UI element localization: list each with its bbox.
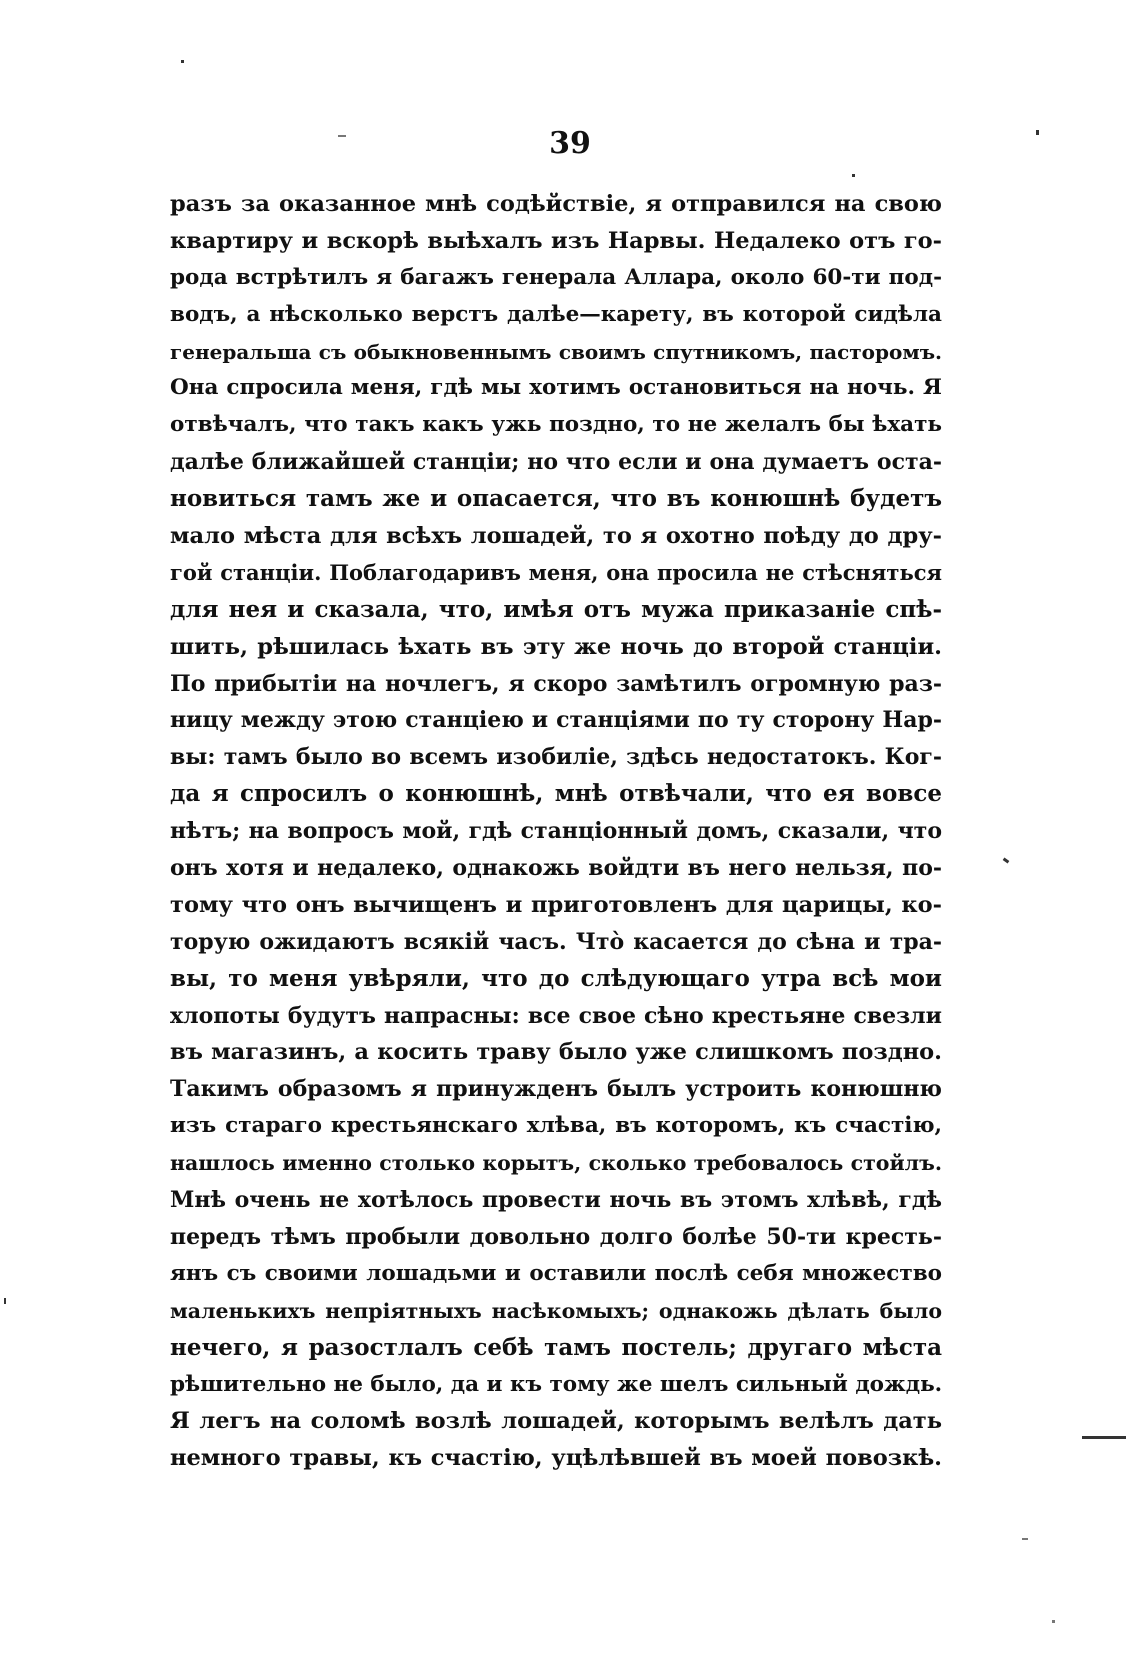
scan-speck <box>1036 130 1039 135</box>
scan-speck <box>4 1298 6 1304</box>
text-line: ницу между этою станціею и станціями по ту сторону Нар- <box>170 707 942 734</box>
scan-speck <box>181 60 184 63</box>
scan-speck <box>1082 1436 1126 1439</box>
scan-speck <box>1022 1538 1028 1540</box>
text-line: вы, то меня увѣряли, что до слѣдующаго утра всѣ мои <box>170 964 942 992</box>
text-line: торую ожидаютъ всякій часъ. Что̀ касается до сѣна и тра- <box>170 928 942 955</box>
text-line: По прибытіи на ночлегъ, я скоро замѣтилъ огромную раз- <box>170 670 942 697</box>
scan-speck <box>1052 1620 1055 1623</box>
text-line: разъ за оказанное мнѣ содѣйствіе, я отправился на свою <box>170 191 942 217</box>
text-line: новиться тамъ же и опасается, что въ конюшнѣ будетъ <box>170 485 942 513</box>
text-line: передъ тѣмъ пробыли довольно долго болѣе 50-ти кресть- <box>170 1223 942 1250</box>
text-line: да я спросилъ о конюшнѣ, мнѣ отвѣчали, что ея вовсе <box>170 780 942 808</box>
text-line: для нея и сказала, что, имѣя отъ мужа приказаніе спѣ- <box>170 595 942 623</box>
text-line: рѣшительно не было, да и къ тому же шелъ сильный дождь. <box>170 1371 942 1397</box>
text-line: Она спросила меня, гдѣ мы хотимъ остановиться на ночь. Я <box>170 375 942 401</box>
text-line: водъ, а нѣсколько верстъ далѣе—карету, въ которой сидѣла <box>170 301 942 327</box>
text-line: тому что онъ вычищенъ и приготовленъ для царицы, ко- <box>170 891 942 918</box>
text-line: нашлось именно столько корытъ, сколько требовалось стойлъ. <box>170 1151 942 1176</box>
body-text <box>170 186 942 1477</box>
text-line: квартиру и вскорѣ выѣхалъ изъ Нарвы. Недалеко отъ го- <box>170 227 942 254</box>
text-line: далѣе ближайшей станціи; но что если и она думаетъ оста- <box>170 449 942 476</box>
text-line: изъ стараго крестьянскаго хлѣва, въ которомъ, къ счастію, <box>170 1113 942 1139</box>
text-line: въ магазинъ, а косить траву было уже слишкомъ поздно. <box>170 1039 942 1066</box>
scan-speck <box>852 174 855 177</box>
text-line: янъ съ своими лошадьми и оставили послѣ себя множество <box>170 1260 942 1286</box>
text-line: маленькихъ непріятныхъ насѣкомыхъ; однакожь дѣлать было <box>170 1298 942 1323</box>
scan-speck <box>338 135 346 137</box>
text-line: рода встрѣтилъ я багажъ генерала Аллара, около 60-ти под- <box>170 264 942 290</box>
page-number: 39 <box>549 126 591 161</box>
text-line: онъ хотя и недалеко, однакожь войдти въ него нельзя, по- <box>170 855 942 882</box>
text-line: отвѣчалъ, что такъ какъ ужь поздно, то не желалъ бы ѣхать <box>170 412 942 438</box>
text-line: Мнѣ очень не хотѣлось провести ночь въ этомъ хлѣвѣ, гдѣ <box>170 1187 942 1214</box>
text-line: хлопоты будутъ напрасны: все свое сѣно крестьяне свезли <box>170 1002 942 1029</box>
text-line: немного травы, къ счастію, уцѣлѣвшей въ моей повозкѣ. <box>170 1445 942 1472</box>
text-line: шить, рѣшилась ѣхать въ эту же ночь до второй станціи. <box>170 633 942 660</box>
text-line: гой станціи. Поблагодаривъ меня, она просила не стѣсняться <box>170 559 942 585</box>
text-line: Такимъ образомъ я принужденъ былъ устроить конюшню <box>170 1076 942 1103</box>
text-line: нечего, я разостлалъ себѣ тамъ постель; другаго мѣста <box>170 1333 942 1361</box>
text-line: генеральша съ обыкновеннымъ своимъ спутникомъ, пасторомъ. <box>170 339 942 364</box>
text-line: мало мѣста для всѣхъ лошадей, то я охотно поѣду до дру- <box>170 523 942 550</box>
text-line: нѣтъ; на вопросъ мой, гдѣ станціонный домъ, сказали, что <box>170 818 942 845</box>
text-line: вы: тамъ было во всемъ изобиліе, здѣсь недостатокъ. Ког- <box>170 744 942 771</box>
scan-speck <box>1003 858 1010 864</box>
text-line: Я легъ на соломѣ возлѣ лошадей, которымъ велѣлъ дать <box>170 1408 942 1435</box>
